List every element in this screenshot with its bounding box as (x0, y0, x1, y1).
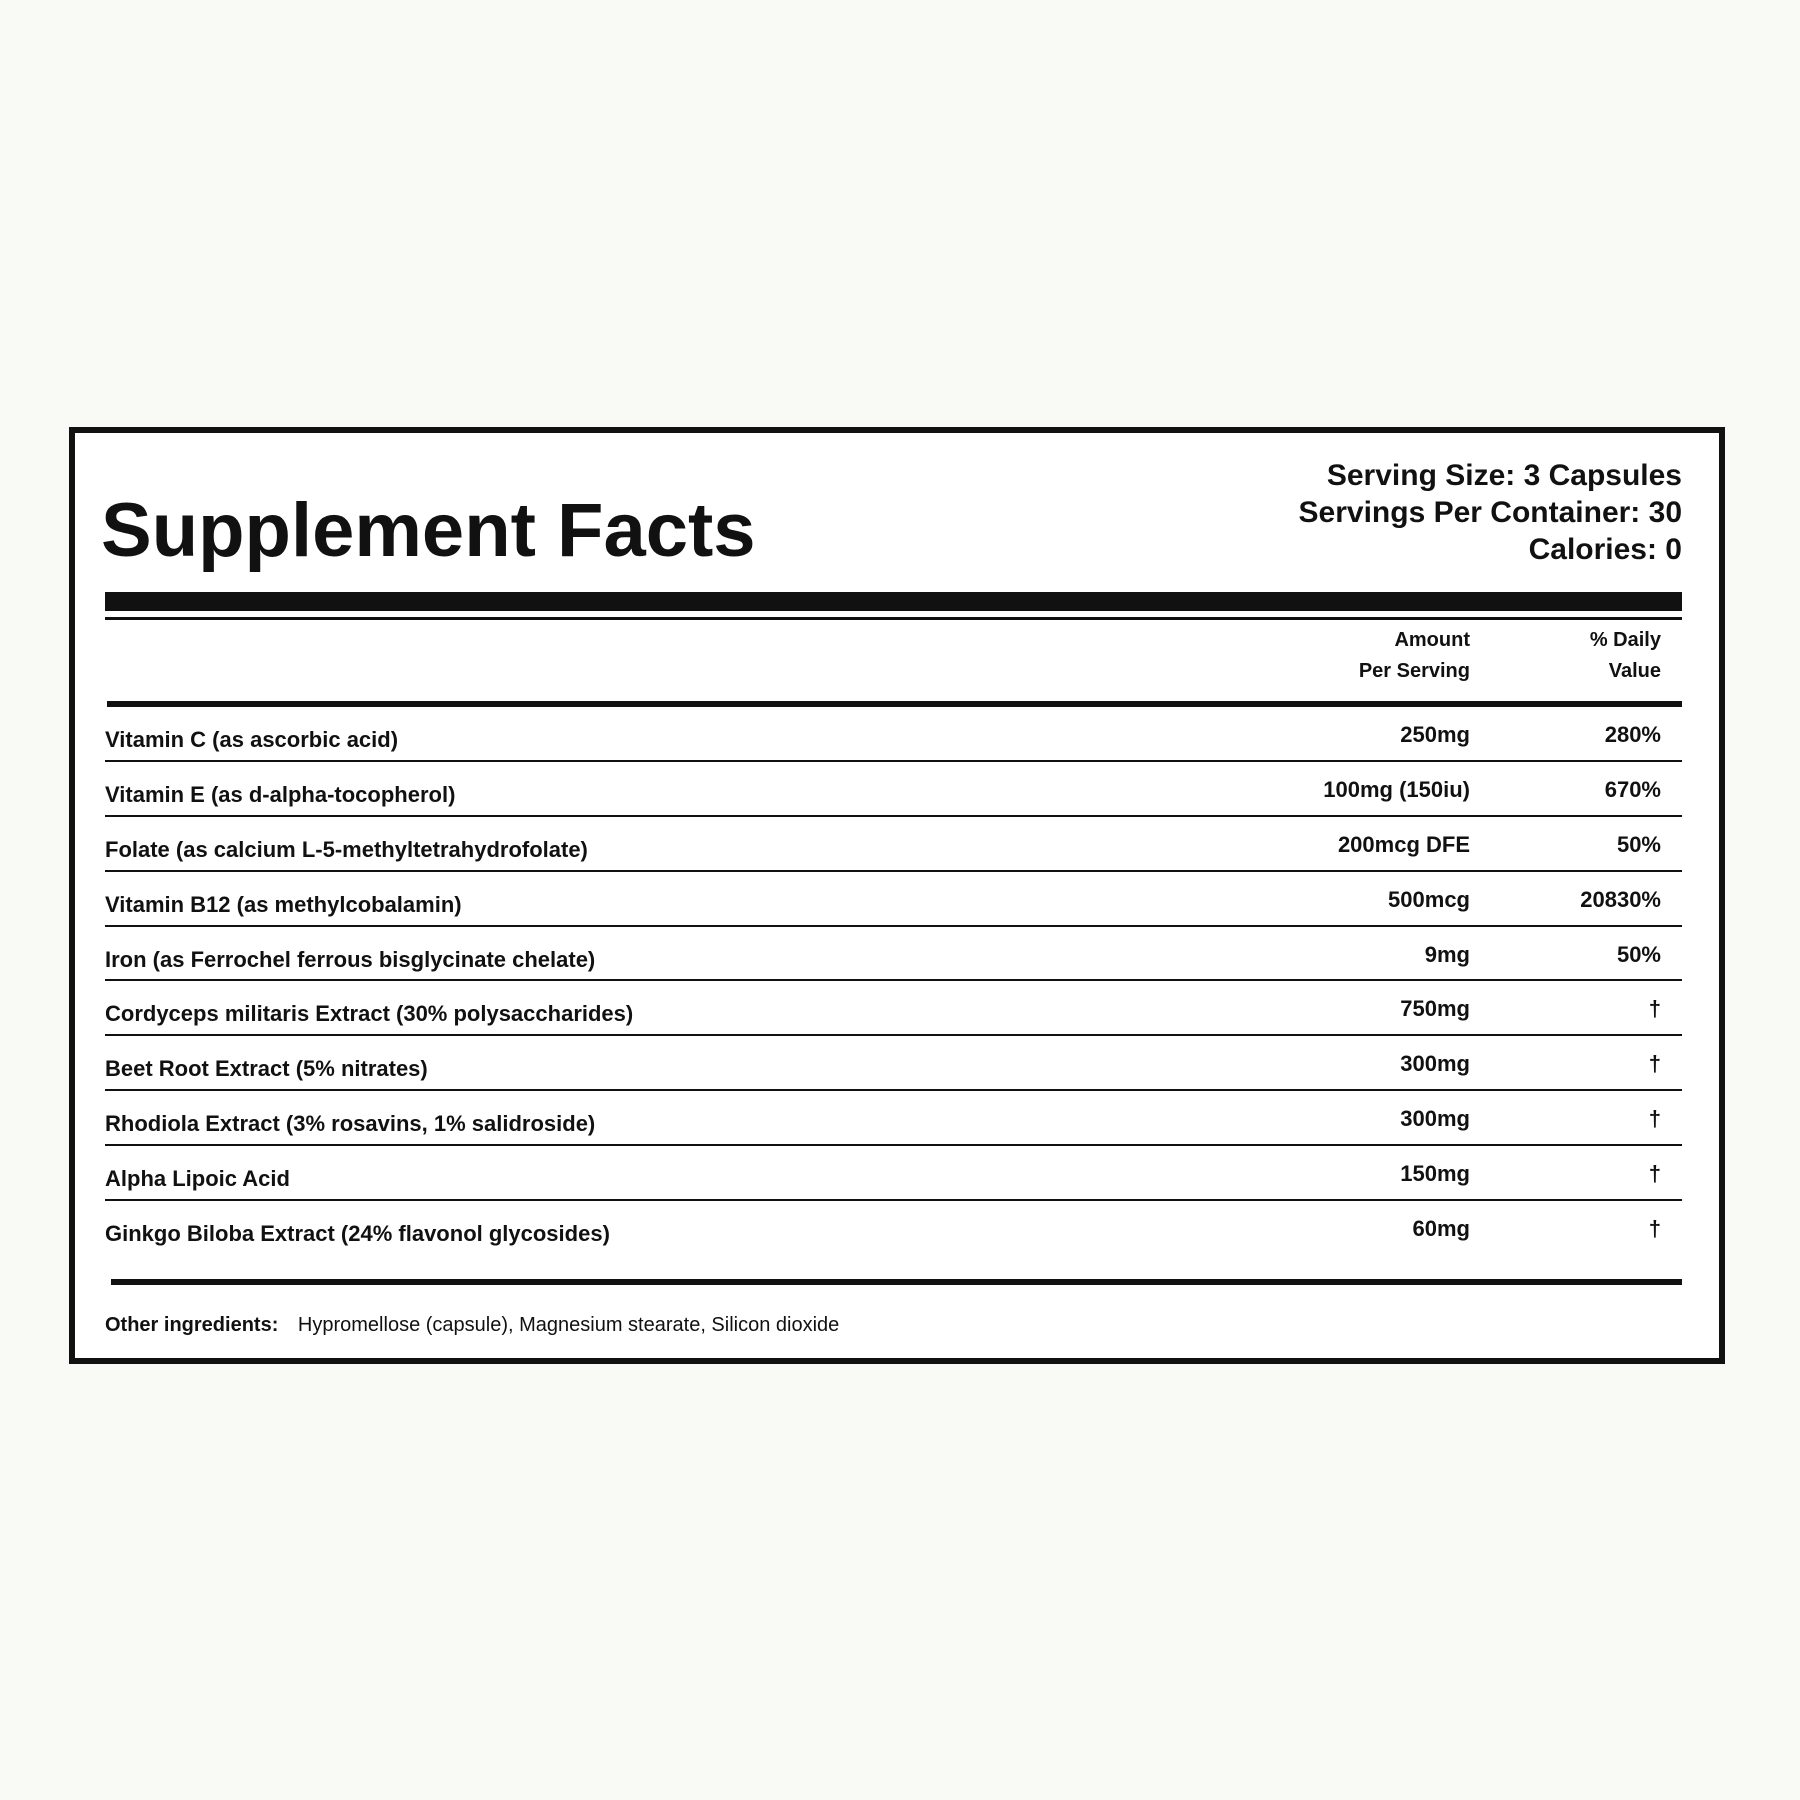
panel-title: Supplement Facts (101, 488, 756, 573)
table-row (105, 981, 1682, 1036)
amount-header-line2: Per Serving (1358, 660, 1470, 682)
table-row (105, 817, 1682, 872)
nutrient-name: Rhodiola Extract (3% rosavins, 1% salidroside) (105, 1111, 596, 1137)
nutrient-name: Vitamin B12 (as methylcobalamin) (105, 891, 462, 917)
table-row (105, 927, 1682, 982)
nutrient-daily-value: † (1648, 1216, 1661, 1242)
nutrient-daily-value: 20830% (1580, 886, 1661, 912)
thin-divider (105, 617, 1682, 620)
nutrient-daily-value: † (1648, 1106, 1661, 1132)
nutrient-name: Folate (as calcium L-5-methyltetrahydrofolate) (105, 836, 588, 862)
nutrient-name: Vitamin E (as d-alpha-tocopherol) (105, 781, 456, 807)
nutrient-daily-value: 50% (1616, 831, 1661, 857)
nutrient-name: Ginkgo Biloba Extract (24% flavonol glycosides) (105, 1221, 610, 1247)
nutrient-daily-value: 50% (1616, 941, 1661, 967)
other-ingredients (105, 1314, 839, 1337)
nutrient-amount: 750mg (1400, 996, 1470, 1022)
other-ingredients-value: Hypromellose (capsule), Magnesium stearate, Silicon dioxide (297, 1314, 840, 1336)
nutrient-amount: 60mg (1412, 1216, 1470, 1242)
daily-value-column-header (1590, 625, 1661, 687)
nutrient-name: Beet Root Extract (5% nitrates) (105, 1056, 428, 1082)
nutrient-amount: 200mcg DFE (1337, 831, 1470, 857)
table-row (105, 1036, 1682, 1091)
nutrient-name: Vitamin C (as ascorbic acid) (105, 727, 399, 752)
nutrient-daily-value: † (1648, 1051, 1661, 1077)
daily-value-header-line2: Value (1608, 660, 1661, 682)
nutrient-amount: 500mcg (1388, 886, 1470, 912)
thick-divider (105, 592, 1682, 611)
nutrient-amount: 9mg (1424, 941, 1470, 967)
nutrient-daily-value: 280% (1604, 722, 1661, 747)
nutrient-amount: 100mg (150iu) (1323, 776, 1470, 802)
nutrient-amount: 250mg (1400, 722, 1470, 747)
table-row (105, 872, 1682, 927)
nutrient-daily-value: 670% (1604, 776, 1661, 802)
table-row (105, 1146, 1682, 1201)
amount-header-line1: Amount (1394, 629, 1470, 651)
nutrient-name: Iron (as Ferrochel ferrous bisglycinate chelate) (105, 946, 596, 972)
servings-per-container: Servings Per Container: 30 (1298, 496, 1682, 529)
nutrient-table (105, 707, 1682, 1256)
table-row (105, 762, 1682, 817)
nutrient-daily-value: † (1648, 1161, 1661, 1187)
table-row (105, 1201, 1682, 1256)
serving-info (1299, 457, 1682, 568)
nutrient-daily-value: † (1648, 996, 1661, 1022)
table-bottom-divider (111, 1279, 1682, 1285)
nutrient-name: Cordyceps militaris Extract (30% polysaccharides) (105, 1001, 634, 1027)
amount-column-header (1359, 625, 1470, 687)
table-row (105, 1091, 1682, 1146)
nutrient-amount: 300mg (1400, 1106, 1470, 1132)
table-row (105, 707, 1682, 762)
nutrient-name: Alpha Lipoic Acid (105, 1166, 290, 1192)
supplement-facts-panel (69, 427, 1725, 1364)
daily-value-header-line1: % Daily (1589, 629, 1661, 651)
calories: Calories: 0 (1528, 533, 1682, 566)
nutrient-amount: 150mg (1400, 1161, 1470, 1187)
other-ingredients-label: Other ingredients: (105, 1314, 279, 1336)
serving-size: Serving Size: 3 Capsules (1326, 459, 1682, 492)
nutrient-amount: 300mg (1400, 1051, 1470, 1077)
